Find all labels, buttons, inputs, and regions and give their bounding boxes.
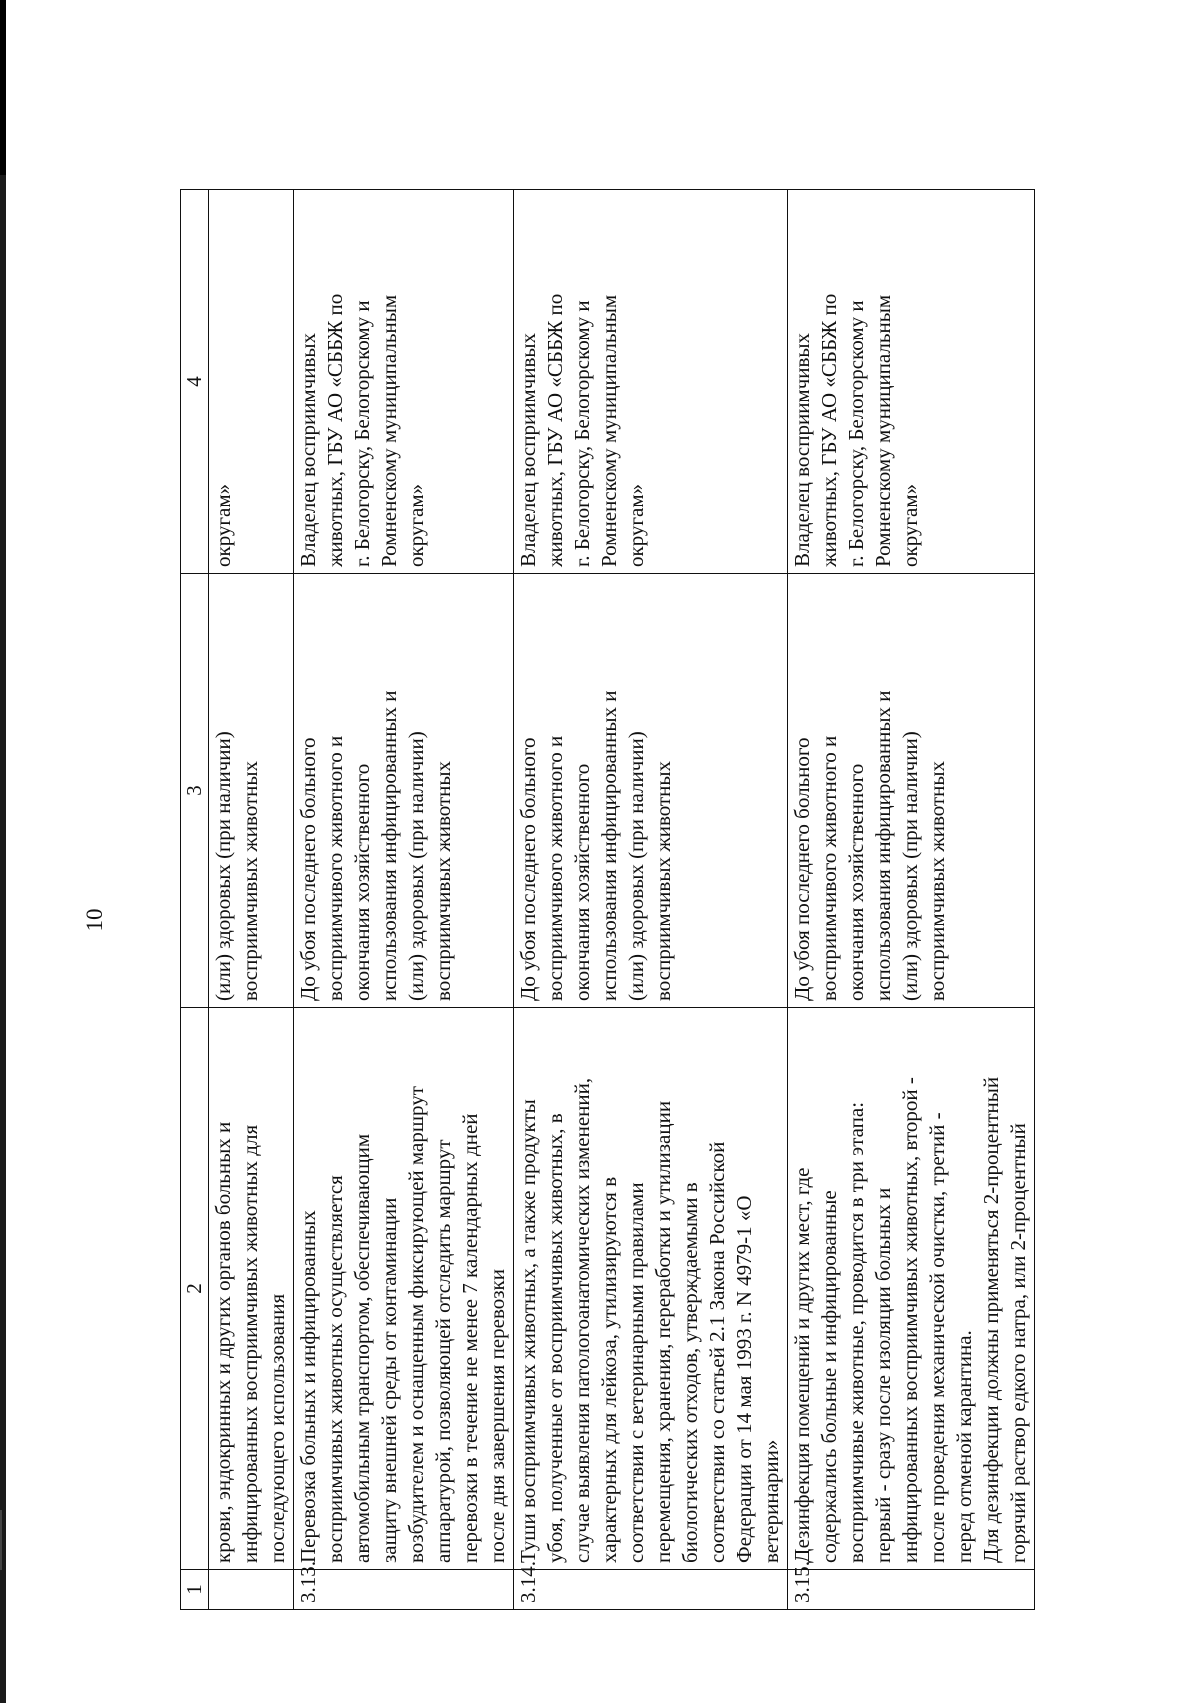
- table-row: [788, 190, 1035, 1610]
- responsible-text: Владелец восприимчивых животных, ГБУ АО «СББЖ по г. Белогорску, Белогорскому и Ромненскому муниципальным округам»: [294, 190, 514, 574]
- measures-table: [180, 189, 1035, 1610]
- table-row: [514, 190, 788, 1610]
- scan-edge: [0, 0, 6, 1703]
- deadline-text: (или) здоровых (при наличии) восприимчивых животных: [209, 574, 294, 1008]
- deadline-text: До убоя последнего больного восприимчивого животного и окончания хозяйственного использования инфицированных и (или) здоровых (при наличии) восприимчивых животных: [294, 574, 514, 1008]
- scan-mark: [0, 1510, 2, 1570]
- row-number: 3.14.: [514, 1570, 788, 1610]
- page-number: 10: [82, 908, 107, 932]
- row-number: 3.15.: [788, 1570, 1035, 1610]
- row-number: 3.13.: [294, 1570, 514, 1610]
- row-number: [209, 1570, 294, 1610]
- deadline-text: До убоя последнего больного восприимчивого животного и окончания хозяйственного использования инфицированных и (или) здоровых (при наличии) восприимчивых животных: [514, 574, 788, 1008]
- scan-edge-shadow: [0, 0, 6, 175]
- table-row: [294, 190, 514, 1610]
- header-col-3: 3: [181, 574, 209, 1008]
- measure-text: Туши восприимчивых животных, а также продукты убоя, полученные от восприимчивых животных, в случае выявления патологоанатомических изменений, характерных для лейкоза, утилизируются в соответствии с ветеринарными правилами перемещения, хранения, переработки и утилизации биологических отходов, утверждаемыми в соответствии со статьей 2.1 Закона Российской Федерации от 14 мая 1993 г. N 4979-1 «О ветеринарии»: [514, 1008, 788, 1570]
- deadline-text: До убоя последнего больного восприимчивого животного и окончания хозяйственного использования инфицированных и (или) здоровых (при наличии) восприимчивых животных: [788, 574, 1035, 1008]
- measure-text: крови, эндокринных и других органов больных и инфицированных восприимчивых животных для последующего использования: [209, 1008, 294, 1570]
- measure-text: Перевозка больных и инфицированных восприимчивых животных осуществляется автомобильным транспортом, обеспечивающим защиту внешней среды от контаминации возбудителем и оснащенным фиксирующей маршрут аппаратурой, позволяющей отследить маршрут перевозки в течение не менее 7 календарных дней после дня завершения перевозки: [294, 1008, 514, 1570]
- table-header-row: [181, 190, 209, 1610]
- header-col-4: 4: [181, 190, 209, 574]
- header-col-2: 2: [181, 1008, 209, 1570]
- measure-text: Дезинфекция помещений и других мест, где содержались больные и инфицированные восприимчивые животные, проводится в три этапа: первый - сразу после изоляции больных и инфицированных восприимчивых животных, второй - после проведения механической очистки, третий - перед отменой карантина. Для дезинфекции должны применяться 2-процентный горячий раствор едкого натра, или 2-процентный: [788, 1008, 1035, 1570]
- rotated-page: [80, 185, 1030, 1655]
- responsible-text: округам»: [209, 190, 294, 574]
- responsible-text: Владелец восприимчивых животных, ГБУ АО «СББЖ по г. Белогорску, Белогорскому и Ромненскому муниципальным округам»: [514, 190, 788, 574]
- header-col-1: 1: [181, 1570, 209, 1610]
- table-row: [209, 190, 294, 1610]
- responsible-text: Владелец восприимчивых животных, ГБУ АО «СББЖ по г. Белогорску, Белогорскому и Ромненскому муниципальным округам»: [788, 190, 1035, 574]
